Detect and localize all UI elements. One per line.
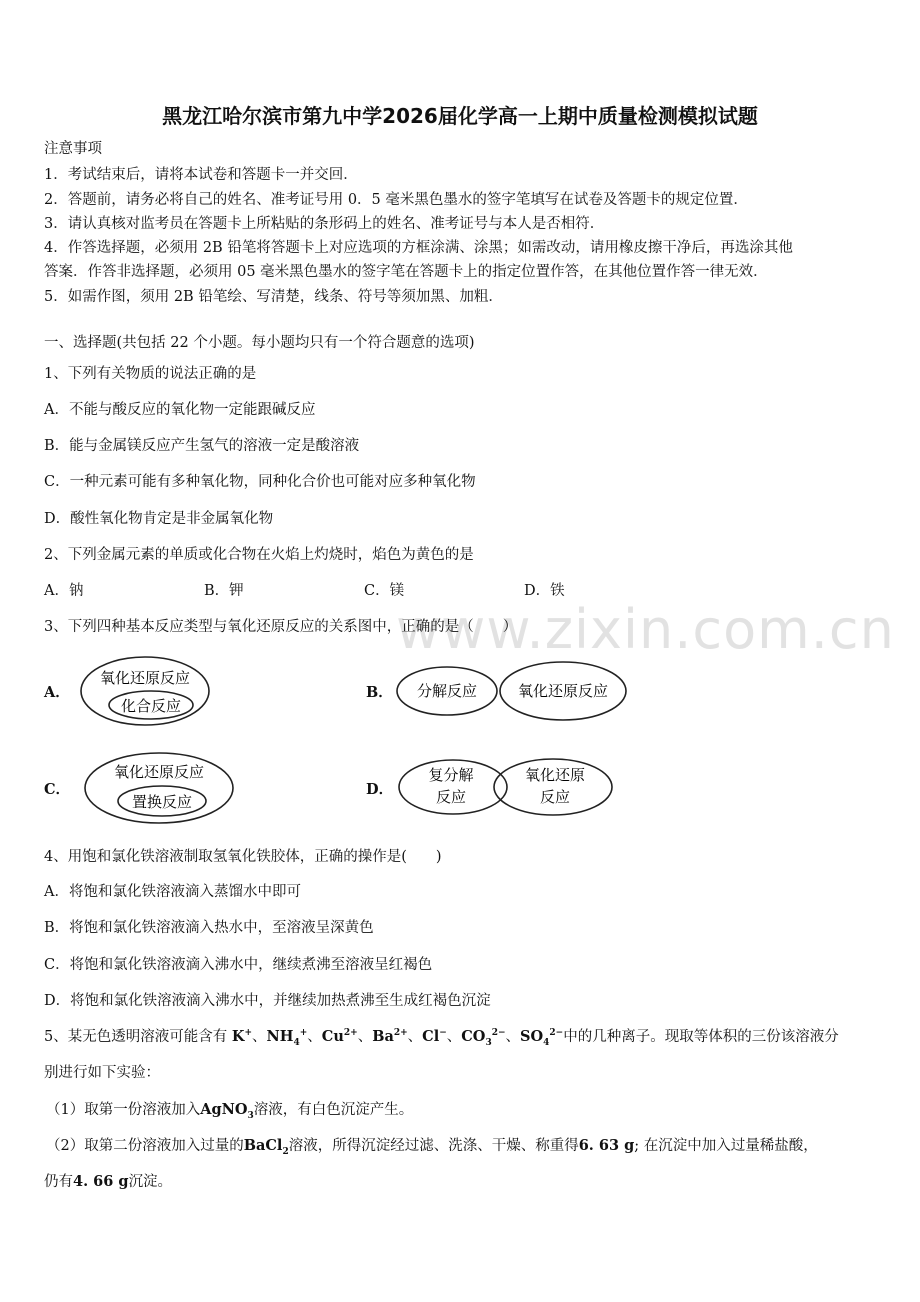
diagram-a-outer-label: 氧化还原反应 xyxy=(99,669,191,687)
diagram-b-right-label: 氧化还原反应 xyxy=(517,682,609,700)
question-5-stem: 5、某无色透明溶液可能含有 K+、$NH_4^+$、$Cu^{2+}$、$Ba^{2+}$、Cl−、$CO_3^{2-}$、$SO_4^{2-}$中的几种离子。现取等体积的三份该溶液分 xyxy=(44,1028,839,1048)
ion-k: K+ xyxy=(231,1028,252,1045)
page-title: 黑龙江哈尔滨市第九中学2026届化学高一上期中质量检测模拟试题 xyxy=(162,104,758,128)
diagram-a-inner-label: 化合反应 xyxy=(120,697,182,715)
diagram-c xyxy=(82,750,238,826)
ion-cu: $Cu^{2+}$ xyxy=(321,1028,358,1045)
diagram-b-left-label: 分解反应 xyxy=(416,682,478,700)
note-item: 答案．作答非选择题，必须用 05 毫米黑色墨水的签字笔在答题卡上的指定位置作答，在其他位置作答一律无效． xyxy=(44,264,768,280)
diagram-d-left-label-2: 反应 xyxy=(435,788,467,806)
question-4-option-d: D．将饱和氯化铁溶液滴入沸水中，并继续加热煮沸至生成红褐色沉淀 xyxy=(44,993,491,1009)
mass-value-1: 6. 63 g xyxy=(578,1137,635,1154)
question-1-option-a: A．不能与酸反应的氧化物一定能跟碱反应 xyxy=(44,402,316,418)
question-4-option-a: A．将饱和氯化铁溶液滴入蒸馏水中即可 xyxy=(44,884,301,900)
question-5-experiment-2-line2: 仍有4. 66 g沉淀。 xyxy=(44,1173,173,1190)
question-2-option-a: A．钠 xyxy=(44,583,84,599)
question-1-stem: 1、下列有关物质的说法正确的是 xyxy=(44,366,257,382)
question-2-option-d: D．铁 xyxy=(524,583,565,599)
question-2-stem: 2、下列金属元素的单质或化合物在火焰上灼烧时，焰色为黄色的是 xyxy=(44,547,474,563)
ion-ba: $Ba^{2+}$ xyxy=(372,1028,408,1045)
diagram-d xyxy=(396,756,616,818)
ion-nh4: $NH_4^+$ xyxy=(266,1028,308,1048)
watermark: www.zixin.com.cn xyxy=(396,598,895,661)
note-item: 2．答题前，请务必将自己的姓名、准考证号用 0．5 毫米黑色墨水的签字笔填写在试卷及答题卡的规定位置． xyxy=(44,192,748,208)
question-5-experiment-1: （1）取第一份溶液加入AgNO$_3$溶液，有白色沉淀产生。 xyxy=(46,1101,414,1121)
diagram-a xyxy=(78,654,212,728)
note-item: 1．考试结束后，请将本试卷和答题卡一并交回． xyxy=(44,167,358,183)
formula-bacl2: BaCl$_2$ xyxy=(243,1137,289,1157)
note-item: 4．作答选择题，必须用 2B 铅笔将答题卡上对应选项的方框涂满、涂黑；如需改动，请用橡皮擦干净后，再选涂其他 xyxy=(44,240,793,256)
question-2-option-b: B．钾 xyxy=(204,583,244,599)
question-1-option-d: D．酸性氧化物肯定是非金属氧化物 xyxy=(44,511,274,527)
notes-heading: 注意事项 xyxy=(44,141,102,157)
question-4-option-c: C．将饱和氯化铁溶液滴入沸水中，继续煮沸至溶液呈红褐色 xyxy=(44,957,433,973)
question-5-stem-line2: 别进行如下实验： xyxy=(44,1065,160,1081)
ion-so4: $SO_4^{2-}$ xyxy=(520,1028,564,1048)
question-1-option-c: C．一种元素可能有多种氧化物，同种化合价也可能对应多种氧化物 xyxy=(44,474,476,490)
note-item: 5．如需作图，须用 2B 铅笔绘、写清楚，线条、符号等须加黑、加粗． xyxy=(44,289,503,305)
question-3-label-d: D． xyxy=(366,781,394,798)
ion-cl: Cl− xyxy=(422,1028,447,1045)
question-4-option-b: B．将饱和氯化铁溶液滴入热水中，至溶液呈深黄色 xyxy=(44,920,374,936)
question-5-stem-suffix: 中的几种离子。现取等体积的三份该溶液分 xyxy=(563,1029,839,1045)
diagram-d-left-label-1: 复分解 xyxy=(428,766,474,784)
mass-value-2: 4. 66 g xyxy=(73,1173,129,1190)
diagram-d-right-label-1: 氧化还原 xyxy=(524,766,586,784)
question-3-label-c: C． xyxy=(44,781,71,798)
formula-agno3: AgNO$_3$ xyxy=(200,1101,254,1121)
ion-co3: $CO_3^{2-}$ xyxy=(461,1028,506,1048)
question-1-option-b: B．能与金属镁反应产生氢气的溶液一定是酸溶液 xyxy=(44,438,360,454)
section-heading: 一、选择题(共包括 22 个小题。每小题均只有一个符合题意的选项) xyxy=(44,335,475,351)
diagram-c-outer-label: 氧化还原反应 xyxy=(113,763,205,781)
question-3-label-b: B． xyxy=(366,684,393,701)
note-item: 3．请认真核对监考员在答题卡上所粘贴的条形码上的姓名、准考证号与本人是否相符． xyxy=(44,216,605,232)
diagram-c-inner-label: 置换反应 xyxy=(131,793,193,811)
question-5-stem-prefix: 5、某无色透明溶液可能含有 xyxy=(44,1029,228,1045)
question-3-label-a: A． xyxy=(44,684,70,701)
question-2-option-c: C．镁 xyxy=(364,583,405,599)
diagram-d-right-label-2: 反应 xyxy=(539,788,571,806)
diagram-b xyxy=(394,660,628,722)
question-3-stem: 3、下列四种基本反应类型与氧化还原反应的关系图中，正确的是（ ） xyxy=(44,619,518,635)
question-5-experiment-2: （2）取第二份溶液加入过量的BaCl$_2$溶液，所得沉淀经过滤、洗涤、干燥、称重得6. 63 g; 在沉淀中加入过量稀盐酸， xyxy=(46,1137,818,1157)
question-4-stem: 4、用饱和氯化铁溶液制取氢氧化铁胶体，正确的操作是( ) xyxy=(44,849,442,865)
